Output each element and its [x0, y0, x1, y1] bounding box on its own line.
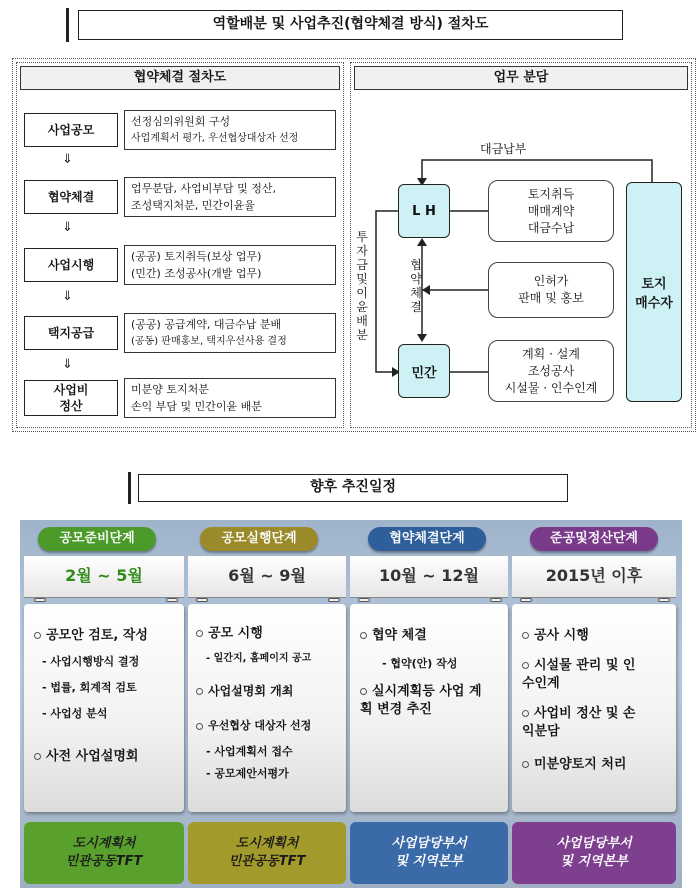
task-line: 계획 · 설계: [522, 346, 580, 361]
phase-label-completion: 준공및정산단계: [530, 527, 658, 551]
desc-line: 미분양 토지처분: [131, 383, 209, 396]
buyer-line: 매수자: [635, 296, 673, 311]
card-item: [360, 624, 504, 643]
agreement-procedure-title: 협약체결 절차도: [20, 66, 340, 90]
ring-connector: [358, 598, 370, 602]
card-item-text: 공모 시행: [208, 626, 263, 641]
card-agreement: [350, 604, 508, 812]
step-label: 택지공급: [47, 326, 95, 340]
card-item-text: 사전 사업설명회: [46, 749, 139, 764]
ring-connector: [520, 598, 532, 602]
team-line: 및 지역본부: [395, 854, 463, 869]
task-line: 시설물 · 인수인계: [504, 380, 598, 395]
task-line: 토지취득: [527, 186, 575, 201]
arrow-down-icon: ⇓: [62, 289, 73, 304]
step-label: 정산: [59, 399, 83, 413]
investment-vertical-label: 투 자 금 및 이 윤 배 분: [356, 230, 368, 342]
card-item: - 공모제안서평가: [206, 767, 289, 780]
bullet-icon: [34, 632, 41, 639]
bullet-icon: [34, 753, 41, 760]
arrow-down-icon: ⇓: [62, 357, 73, 372]
period-agreement: 10월 ~ 12월: [350, 556, 508, 598]
team-line: 도시계획처: [72, 836, 136, 851]
step-label: 협약체결: [47, 190, 95, 204]
card-item-text: 공모안 검토, 작성: [46, 628, 148, 643]
bullet-icon: [196, 630, 203, 637]
period-completion: 2015년 이후: [512, 556, 676, 598]
card-item: [196, 717, 346, 733]
desc-line: 선정심의위원회 구성: [131, 115, 231, 128]
card-item: [522, 657, 666, 693]
card-item: - 사업계획서 접수: [206, 745, 293, 758]
card-item: - 협약(안) 작성: [382, 657, 458, 670]
card-item: [522, 705, 666, 741]
step-desc-land-supply: [124, 313, 336, 353]
period-execution: 6월 ~ 9월: [188, 556, 346, 598]
team-line: 사업담당부서: [391, 836, 467, 851]
bullet-icon: [522, 632, 529, 639]
team-line: 민관공동TFT: [65, 854, 143, 869]
ring-connector: [490, 598, 502, 602]
agreement-vertical-label: 협 약 체 결: [410, 258, 422, 314]
bullet-icon: [522, 662, 529, 669]
bullet-icon: [196, 723, 203, 730]
arrow-head-icon: [417, 334, 427, 342]
card-item: [196, 682, 346, 699]
card-item-text: 사업설명회 개최: [208, 684, 294, 698]
card-execution: [188, 604, 346, 812]
card-item-text: 시설물 관리 및 인수인계: [522, 658, 636, 691]
arrow-down-icon: ⇓: [62, 152, 73, 167]
arrow-down-icon: ⇓: [62, 220, 73, 235]
desc-line: (민간) 조성공사(개발 업무): [131, 267, 262, 280]
team-line: 및 지역본부: [560, 854, 628, 869]
card-item: [196, 622, 346, 641]
arrow-head-icon: [417, 238, 427, 246]
card-prep: [24, 604, 184, 812]
card-item: [34, 624, 184, 643]
task-line: 판매 및 홍보: [518, 291, 584, 305]
team-line: 민관공동TFT: [228, 854, 306, 869]
schedule-title: 향후 추진일정: [138, 474, 568, 502]
page-title: 역할배분 및 사업추진(협약체결 방식) 절차도: [78, 10, 623, 40]
land-buyer-box: [626, 182, 682, 402]
team-execution: [188, 822, 346, 884]
team-line: 도시계획처: [235, 836, 299, 851]
header-accent-bar: [66, 8, 69, 42]
step-desc-execution: [124, 245, 336, 285]
period-prep: 2월 ~ 5월: [24, 556, 184, 598]
card-item-text: 미분양토지 처리: [534, 757, 627, 772]
ring-connector: [658, 598, 670, 602]
card-item: - 법률, 회계적 검토: [42, 681, 137, 694]
card-item-text: 공사 시행: [534, 628, 589, 643]
step-agreement: [24, 180, 118, 214]
desc-line: (공공) 토지취득(보상 업무): [131, 250, 262, 263]
card-item-text: 협약 체결: [372, 628, 427, 643]
arrow-head-icon: [422, 285, 430, 295]
desc-line: (공공) 공급계약, 대금수납 분배: [131, 318, 282, 331]
card-item-text: 사업비 정산 및 손익분담: [522, 706, 636, 739]
bullet-icon: [360, 632, 367, 639]
shared-tasks-box: [488, 262, 614, 318]
lh-box: L H: [398, 184, 450, 238]
ring-connector: [328, 598, 340, 602]
card-item-text: 우선협상 대상자 선정: [208, 719, 312, 732]
desc-line: 조성택지처분, 민간이윤율: [131, 199, 255, 212]
card-item: - 사업성 분석: [42, 707, 108, 720]
bullet-icon: [522, 761, 529, 768]
lh-tasks-box: [488, 180, 614, 242]
phase-label-execution: 공모실행단계: [200, 527, 318, 551]
card-item: - 일간지, 홈페이지 공고: [206, 653, 312, 664]
task-line: 인허가: [533, 274, 569, 288]
bullet-icon: [522, 710, 529, 717]
step-label: 사업시행: [47, 258, 95, 272]
desc-line: 손익 부담 및 민간이윤 배분: [131, 400, 262, 413]
bullet-icon: [196, 688, 203, 695]
desc-line: 업무분담, 사업비부담 및 정산,: [131, 182, 276, 195]
card-item: [360, 683, 504, 719]
card-item-text: 실시계획등 사업 계획 변경 추진: [360, 684, 482, 717]
task-line: 대금수납: [527, 220, 575, 235]
phase-label-agreement: 협약체결단계: [368, 527, 486, 551]
bullet-icon: [360, 688, 367, 695]
buyer-line: 토지: [641, 277, 667, 292]
card-item: [34, 745, 184, 764]
payment-label: 대금납부: [480, 142, 527, 156]
card-item: - 사업시행방식 결정: [42, 655, 140, 668]
task-line: 조성공사: [527, 363, 575, 378]
team-completion: [512, 822, 676, 884]
team-prep: [24, 822, 184, 884]
step-label: 사업비: [53, 383, 89, 397]
header2-accent-bar: [128, 472, 131, 504]
card-item: [522, 624, 666, 643]
desc-line: 사업계획서 평가, 우선협상대상자 선정: [131, 133, 299, 144]
task-line: 매매계약: [527, 203, 575, 218]
team-line: 사업담당부서: [556, 836, 632, 851]
team-agreement: [350, 822, 508, 884]
ring-connector: [166, 598, 178, 602]
phase-label-prep: 공모준비단계: [38, 527, 156, 551]
desc-line: (공동) 판매홍보, 택지우선사용 결정: [131, 336, 287, 347]
step-desc-agreement: [124, 177, 336, 217]
card-item: [522, 753, 666, 772]
private-box: 민간: [398, 344, 450, 398]
step-label: 사업공모: [47, 123, 95, 137]
private-tasks-box: [488, 340, 614, 402]
task-division-title: 업무 분담: [354, 66, 688, 90]
step-settlement: [24, 380, 118, 416]
step-desc-public-offering: [124, 110, 336, 150]
step-desc-settlement: [124, 378, 336, 418]
step-execution: [24, 248, 118, 282]
ring-connector: [196, 598, 208, 602]
step-land-supply: [24, 316, 118, 350]
step-public-offering: [24, 113, 118, 147]
investment-line: [376, 211, 398, 372]
ring-connector: [34, 598, 46, 602]
card-completion: [512, 604, 676, 812]
